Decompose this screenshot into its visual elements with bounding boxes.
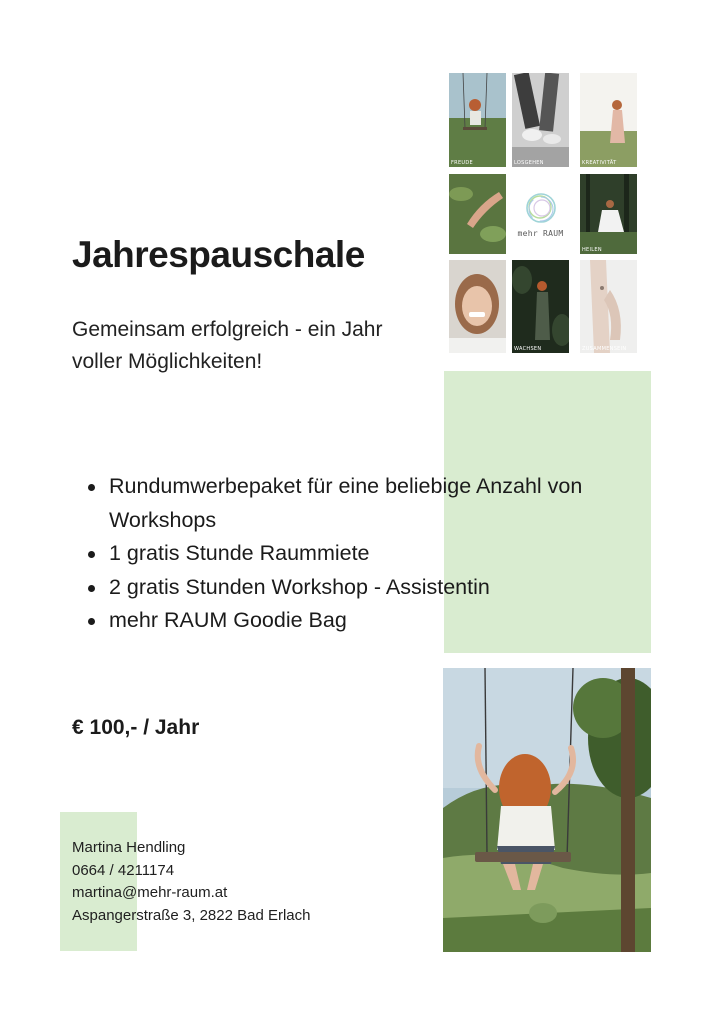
benefit-text: mehr RAUM Goodie Bag: [109, 608, 347, 632]
photo-swing-tile: [449, 73, 506, 167]
grid-caption: LOSGEHEN: [514, 160, 544, 166]
contact-phone[interactable]: 0664 / 4211174: [72, 861, 175, 879]
photo-forest-sitting-tile: [580, 174, 637, 254]
benefit-item: [88, 470, 628, 537]
contact-name: Martina Hendling: [72, 839, 186, 856]
grid-caption: FREUDE: [451, 160, 473, 166]
logo-text: mehr RAUM: [517, 228, 564, 238]
benefit-item: [88, 604, 628, 638]
benefits-list: [88, 470, 628, 638]
contact-email[interactable]: martina@mehr-raum.at: [72, 884, 228, 901]
grid-caption: HEILEN: [582, 247, 602, 253]
contact-block: [72, 837, 310, 927]
benefit-text: Rundumwerbepaket für eine beliebige Anzahl von Workshops: [109, 474, 583, 532]
grid-caption: KREATIVITÄT: [582, 160, 617, 166]
benefit-text: 2 gratis Stunden Workshop - Assistentin: [109, 574, 490, 599]
contact-address: Aspangerstraße 3, 2822 Bad Erlach: [72, 906, 311, 924]
mehr-raum-logo: [512, 174, 569, 254]
photo-laughing-tile: [449, 260, 506, 353]
grid-caption: ZUSAMMENSEIN: [582, 346, 627, 352]
benefit-text: 1 gratis Stunde Raummiete: [109, 541, 370, 565]
photo-hands-tile: [580, 260, 637, 353]
swing-photo: [443, 668, 651, 952]
page-title: Jahrespauschale: [72, 234, 365, 275]
photo-growing-tile: [512, 260, 569, 353]
benefit-item: [88, 537, 628, 571]
page-subtitle: Gemeinsam erfolgreich - ein Jahr voller Möglichkeiten!: [72, 318, 383, 373]
photo-meadow-tile: [580, 73, 637, 167]
benefit-item: [88, 571, 628, 605]
photo-hand-plant-tile: [449, 174, 506, 254]
grid-caption: WACHSEN: [514, 346, 542, 352]
price-label: € 100,- / Jahr: [72, 716, 200, 739]
photo-walking-tile: [512, 73, 569, 167]
